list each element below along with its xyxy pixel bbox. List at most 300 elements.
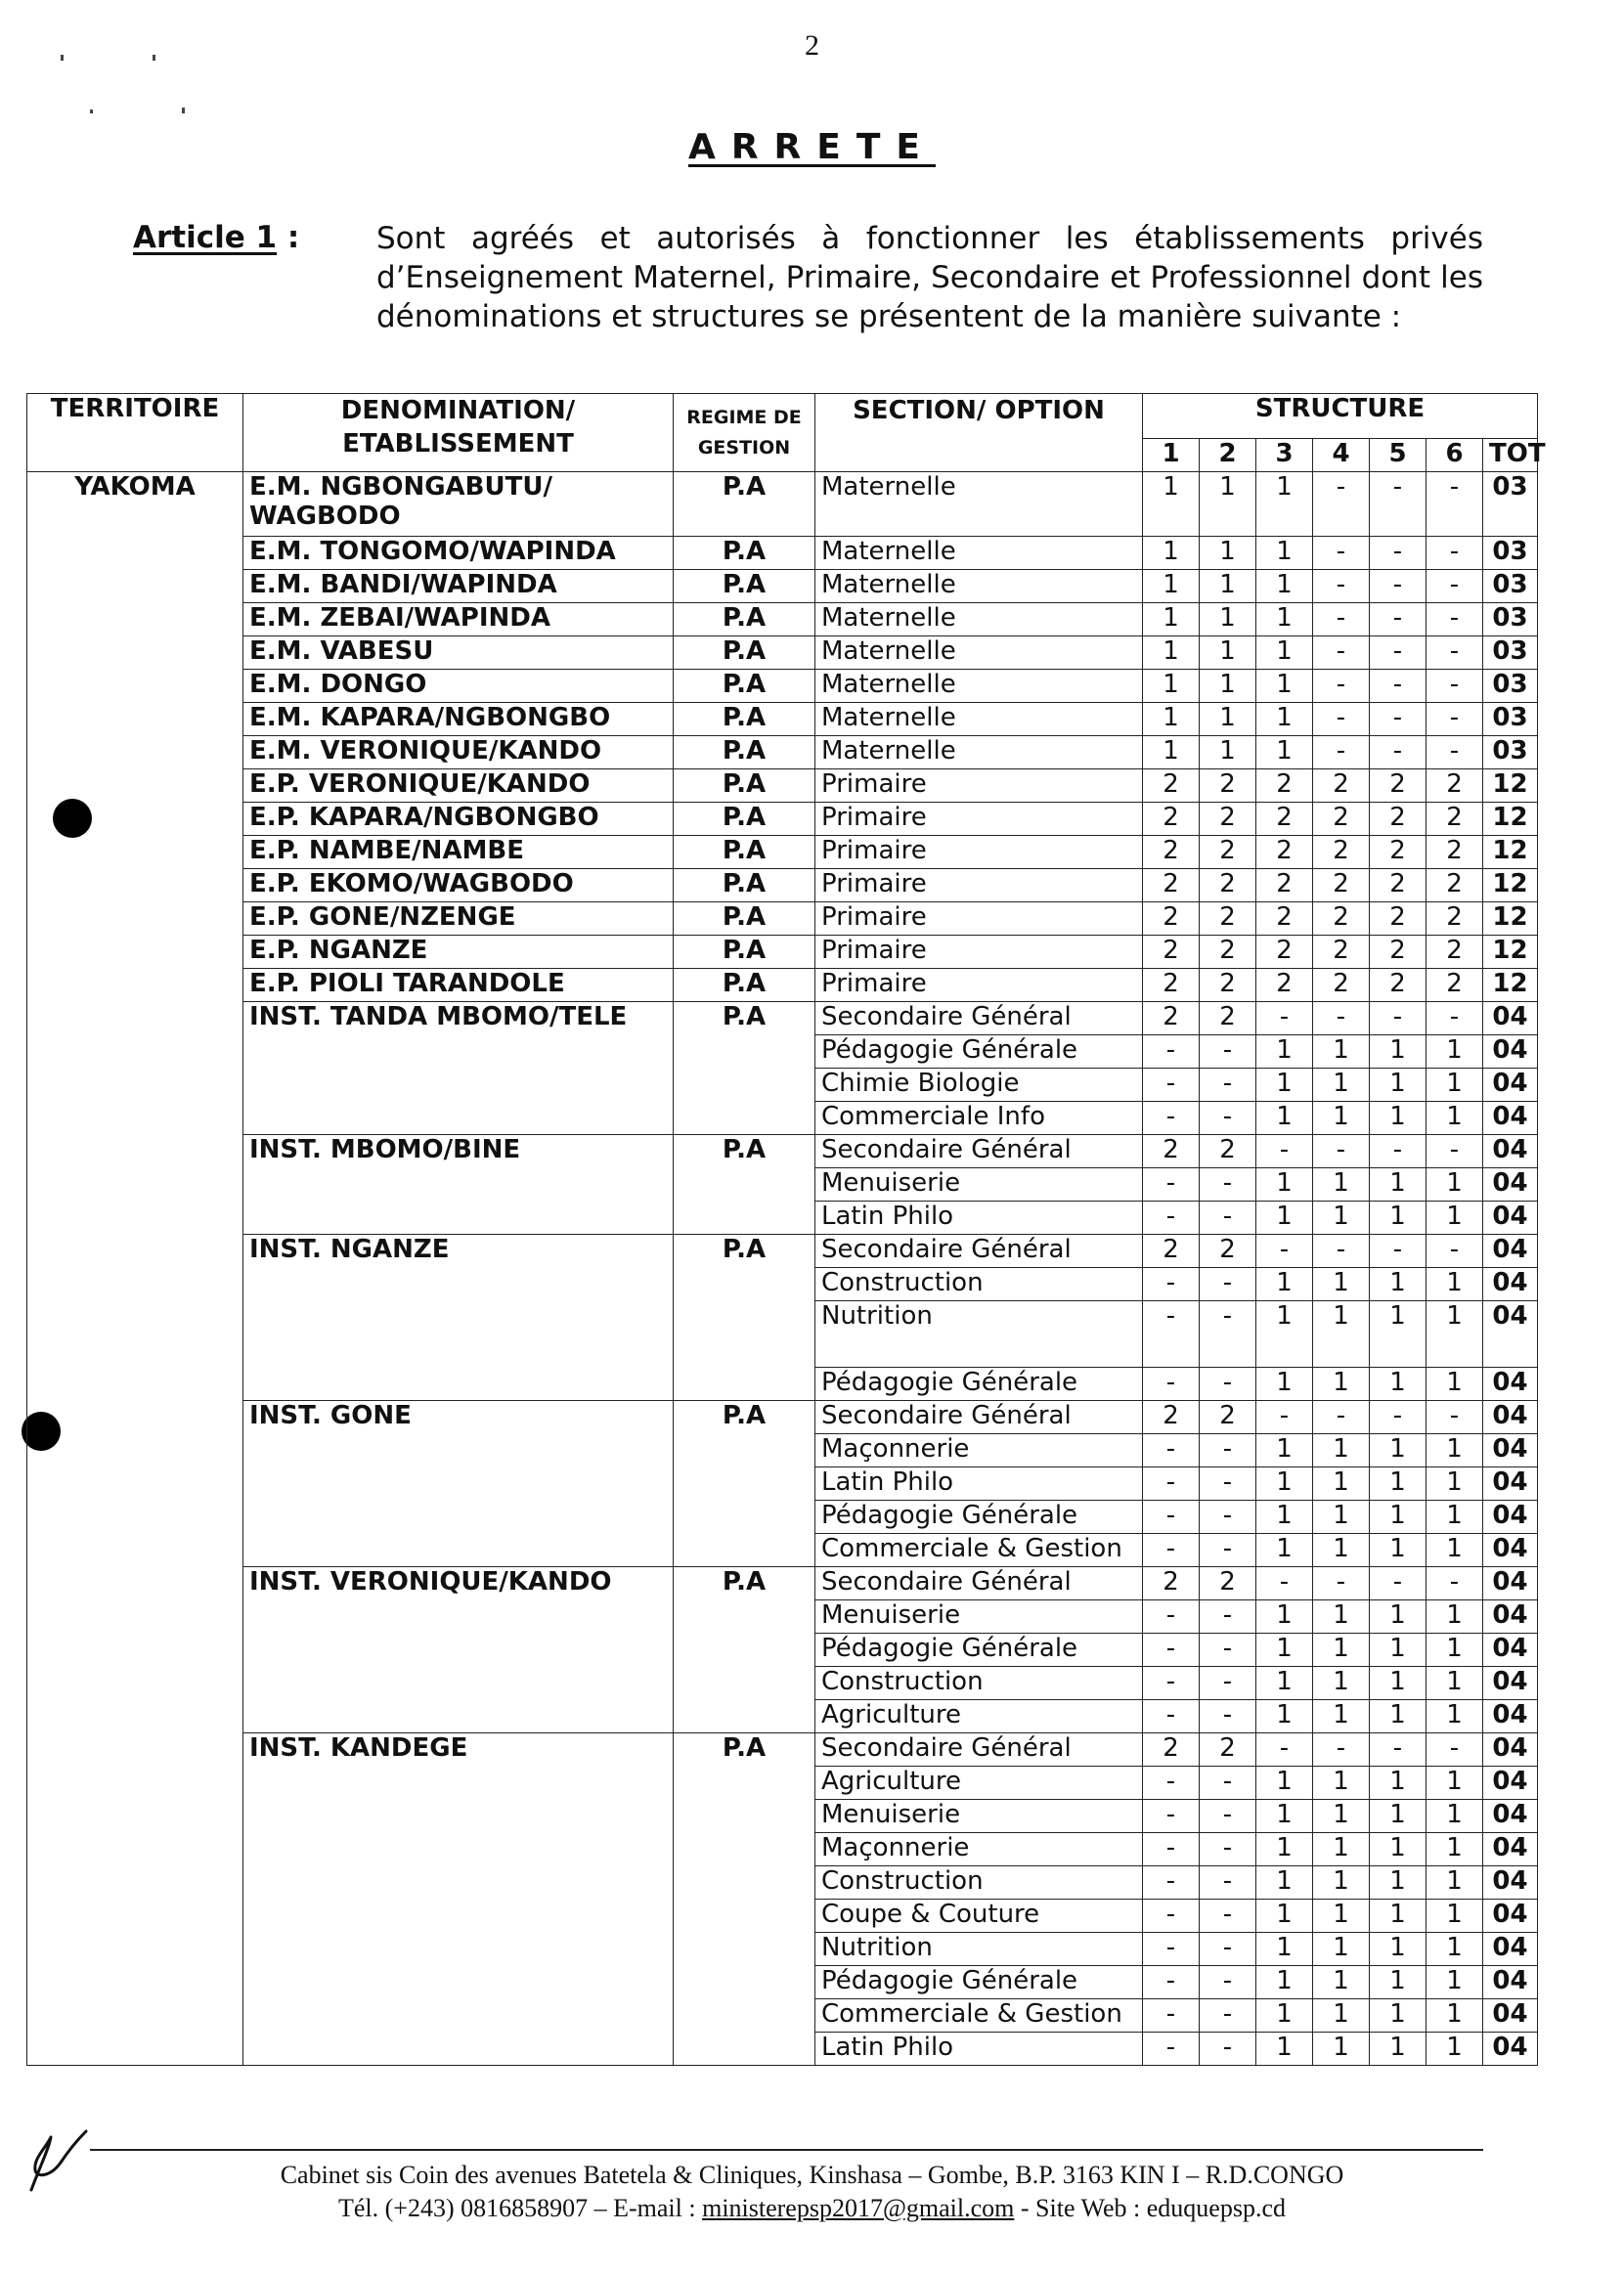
structure-cell-1: - bbox=[1143, 1168, 1200, 1202]
structure-cell-2: 2 bbox=[1200, 1733, 1256, 1767]
table-row bbox=[27, 1002, 1538, 1035]
structure-cell-5: 1 bbox=[1370, 1534, 1426, 1567]
table-row bbox=[27, 1567, 1538, 1600]
structure-cell-3: 2 bbox=[1256, 869, 1313, 902]
structure-cell-3: 1 bbox=[1256, 636, 1313, 670]
section-cell: Pédagogie Générale bbox=[815, 1035, 1143, 1069]
structure-cell-2: 2 bbox=[1200, 769, 1256, 803]
structure-cell-4: 1 bbox=[1313, 1634, 1370, 1667]
structure-cell-5: 1 bbox=[1370, 1933, 1426, 1966]
structure-cell-4: 2 bbox=[1313, 836, 1370, 869]
structure-cell-3: 1 bbox=[1256, 2033, 1313, 2066]
structure-cell-1: 1 bbox=[1143, 537, 1200, 570]
section-cell: Agriculture bbox=[815, 1767, 1143, 1800]
structure-cell-4: 2 bbox=[1313, 869, 1370, 902]
structure-cell-4: 2 bbox=[1313, 936, 1370, 969]
structure-cell-2: - bbox=[1200, 1966, 1256, 1999]
scan-speck bbox=[90, 109, 93, 113]
structure-cell-3: 1 bbox=[1256, 1035, 1313, 1069]
school-name: E.P. KAPARA/NGBONGBO bbox=[243, 803, 674, 836]
structure-cell-1: 2 bbox=[1143, 869, 1200, 902]
structure-cell-1: - bbox=[1143, 1933, 1200, 1966]
structure-cell-6: - bbox=[1426, 1002, 1483, 1035]
structure-cell-3: - bbox=[1256, 1733, 1313, 1767]
structure-cell-1: 2 bbox=[1143, 969, 1200, 1002]
table-row bbox=[27, 472, 1538, 537]
section-cell: Secondaire Général bbox=[815, 1235, 1143, 1268]
structure-cell-6: - bbox=[1426, 570, 1483, 603]
structure-cell-6: 1 bbox=[1426, 1069, 1483, 1102]
page-number: 2 bbox=[805, 29, 819, 62]
structure-cell-4: 1 bbox=[1313, 1900, 1370, 1933]
structure-cell-5: - bbox=[1370, 1002, 1426, 1035]
structure-total: 04 bbox=[1483, 1235, 1538, 1268]
section-cell: Primaire bbox=[815, 969, 1143, 1002]
section-cell: Pédagogie Générale bbox=[815, 1966, 1143, 1999]
structure-cell-5: 2 bbox=[1370, 869, 1426, 902]
structure-total: 04 bbox=[1483, 1501, 1538, 1534]
section-cell: Coupe & Couture bbox=[815, 1900, 1143, 1933]
structure-cell-2: 2 bbox=[1200, 902, 1256, 936]
structure-total: 03 bbox=[1483, 537, 1538, 570]
structure-cell-2: 1 bbox=[1200, 603, 1256, 636]
structure-cell-1: 2 bbox=[1143, 1135, 1200, 1168]
table-row bbox=[27, 969, 1538, 1002]
structure-cell-5: 2 bbox=[1370, 836, 1426, 869]
section-cell: Maternelle bbox=[815, 670, 1143, 703]
structure-cell-1: 2 bbox=[1143, 1567, 1200, 1600]
structure-cell-4: 1 bbox=[1313, 1069, 1370, 1102]
structure-cell-3: 1 bbox=[1256, 1202, 1313, 1235]
structure-cell-3: 1 bbox=[1256, 472, 1313, 537]
institute-name: INST. TANDA MBOMO/TELE bbox=[243, 1002, 674, 1135]
structure-cell-6: 1 bbox=[1426, 1268, 1483, 1301]
structure-cell-6: - bbox=[1426, 1235, 1483, 1268]
structure-cell-3: 1 bbox=[1256, 670, 1313, 703]
structure-cell-3: 1 bbox=[1256, 1501, 1313, 1534]
section-cell: Construction bbox=[815, 1667, 1143, 1700]
structure-cell-2: 2 bbox=[1200, 1401, 1256, 1434]
structure-cell-1: 1 bbox=[1143, 736, 1200, 769]
structure-cell-3: - bbox=[1256, 1235, 1313, 1268]
structure-cell-6: 1 bbox=[1426, 1933, 1483, 1966]
structure-cell-1: - bbox=[1143, 1866, 1200, 1900]
section-cell: Pédagogie Générale bbox=[815, 1368, 1143, 1401]
table-row bbox=[27, 736, 1538, 769]
structure-cell-3: 2 bbox=[1256, 836, 1313, 869]
document-heading: ARRETE bbox=[687, 127, 937, 167]
regime-cell: P.A bbox=[674, 1567, 815, 1733]
structure-cell-1: - bbox=[1143, 1102, 1200, 1135]
structure-total: 03 bbox=[1483, 670, 1538, 703]
school-name: E.M. DONGO bbox=[243, 670, 674, 703]
territoire-cell: YAKOMA bbox=[27, 472, 243, 2066]
table-row bbox=[27, 902, 1538, 936]
structure-cell-2: - bbox=[1200, 1667, 1256, 1700]
regime-cell: P.A bbox=[674, 670, 815, 703]
section-cell: Maternelle bbox=[815, 703, 1143, 736]
structure-cell-2: 2 bbox=[1200, 1135, 1256, 1168]
structure-total: 12 bbox=[1483, 869, 1538, 902]
structure-cell-2: 1 bbox=[1200, 670, 1256, 703]
structure-cell-3: 2 bbox=[1256, 969, 1313, 1002]
structure-cell-1: - bbox=[1143, 1966, 1200, 1999]
structure-cell-3: - bbox=[1256, 1002, 1313, 1035]
structure-cell-6: 2 bbox=[1426, 769, 1483, 803]
structure-cell-5: 1 bbox=[1370, 1634, 1426, 1667]
regime-cell: P.A bbox=[674, 1002, 815, 1135]
section-cell: Commerciale Info bbox=[815, 1102, 1143, 1135]
structure-cell-5: - bbox=[1370, 537, 1426, 570]
regime-cell: P.A bbox=[674, 869, 815, 902]
structure-cell-5: 1 bbox=[1370, 1069, 1426, 1102]
structure-cell-2: 1 bbox=[1200, 636, 1256, 670]
structure-cell-4: 1 bbox=[1313, 1933, 1370, 1966]
school-name: E.M. ZEBAI/WAPINDA bbox=[243, 603, 674, 636]
section-cell: Pédagogie Générale bbox=[815, 1634, 1143, 1667]
structure-cell-2: - bbox=[1200, 2033, 1256, 2066]
structure-cell-3: 1 bbox=[1256, 1933, 1313, 1966]
structure-cell-6: - bbox=[1426, 1135, 1483, 1168]
structure-cell-1: - bbox=[1143, 1534, 1200, 1567]
structure-cell-6: - bbox=[1426, 1567, 1483, 1600]
school-name: E.M. KAPARA/NGBONGBO bbox=[243, 703, 674, 736]
structure-cell-6: 1 bbox=[1426, 1833, 1483, 1866]
structure-cell-1: - bbox=[1143, 1268, 1200, 1301]
structure-cell-6: 1 bbox=[1426, 1301, 1483, 1368]
structure-cell-1: 2 bbox=[1143, 803, 1200, 836]
school-name: E.P. VERONIQUE/KANDO bbox=[243, 769, 674, 803]
structure-cell-4: 1 bbox=[1313, 2033, 1370, 2066]
section-cell: Construction bbox=[815, 1866, 1143, 1900]
structure-cell-1: 1 bbox=[1143, 570, 1200, 603]
structure-cell-5: 1 bbox=[1370, 1467, 1426, 1501]
structure-cell-3: - bbox=[1256, 1401, 1313, 1434]
school-name: E.P. NGANZE bbox=[243, 936, 674, 969]
scan-speck bbox=[153, 55, 155, 61]
structure-cell-1: 1 bbox=[1143, 636, 1200, 670]
school-name: E.P. PIOLI TARANDOLE bbox=[243, 969, 674, 1002]
section-cell: Maternelle bbox=[815, 570, 1143, 603]
structure-cell-6: 1 bbox=[1426, 1999, 1483, 2033]
structure-cell-1: - bbox=[1143, 1800, 1200, 1833]
structure-cell-5: 2 bbox=[1370, 969, 1426, 1002]
footer-email-link[interactable]: ministerepsp2017@gmail.com bbox=[702, 2194, 1015, 2222]
structure-cell-2: - bbox=[1200, 1800, 1256, 1833]
structure-cell-4: - bbox=[1313, 1401, 1370, 1434]
structure-cell-3: 1 bbox=[1256, 1999, 1313, 2033]
school-name: E.M. BANDI/WAPINDA bbox=[243, 570, 674, 603]
structure-cell-6: 1 bbox=[1426, 1800, 1483, 1833]
structure-total: 12 bbox=[1483, 803, 1538, 836]
structure-cell-3: 1 bbox=[1256, 1069, 1313, 1102]
structure-total: 04 bbox=[1483, 1933, 1538, 1966]
structure-cell-4: - bbox=[1313, 736, 1370, 769]
regime-cell: P.A bbox=[674, 570, 815, 603]
structure-cell-2: 2 bbox=[1200, 936, 1256, 969]
structure-cell-1: - bbox=[1143, 1999, 1200, 2033]
structure-cell-3: 1 bbox=[1256, 703, 1313, 736]
section-cell: Nutrition bbox=[815, 1301, 1143, 1368]
section-cell: Secondaire Général bbox=[815, 1401, 1143, 1434]
schools-table bbox=[26, 393, 1546, 2066]
header-col-1: 1 bbox=[1143, 439, 1200, 472]
structure-cell-1: 2 bbox=[1143, 902, 1200, 936]
structure-cell-3: 1 bbox=[1256, 1600, 1313, 1634]
institute-name: INST. VERONIQUE/KANDO bbox=[243, 1567, 674, 1733]
header-col-5: 5 bbox=[1370, 439, 1426, 472]
section-cell: Maçonnerie bbox=[815, 1434, 1143, 1467]
structure-cell-2: 2 bbox=[1200, 1235, 1256, 1268]
structure-cell-3: 1 bbox=[1256, 1900, 1313, 1933]
section-cell: Menuiserie bbox=[815, 1168, 1143, 1202]
structure-total: 04 bbox=[1483, 1634, 1538, 1667]
table-row bbox=[27, 703, 1538, 736]
section-cell: Primaire bbox=[815, 869, 1143, 902]
school-name: E.M. NGBONGABUTU/ WAGBODO bbox=[243, 472, 674, 537]
structure-cell-3: 1 bbox=[1256, 1434, 1313, 1467]
article-label: Article 1 : bbox=[133, 220, 300, 255]
structure-cell-6: 1 bbox=[1426, 1767, 1483, 1800]
structure-total: 04 bbox=[1483, 1102, 1538, 1135]
structure-total: 04 bbox=[1483, 1900, 1538, 1933]
regime-cell: P.A bbox=[674, 803, 815, 836]
structure-cell-5: 2 bbox=[1370, 902, 1426, 936]
structure-cell-3: 1 bbox=[1256, 1767, 1313, 1800]
structure-cell-1: - bbox=[1143, 1467, 1200, 1501]
structure-total: 04 bbox=[1483, 1567, 1538, 1600]
structure-cell-5: - bbox=[1370, 636, 1426, 670]
structure-cell-4: 1 bbox=[1313, 1534, 1370, 1567]
section-cell: Primaire bbox=[815, 936, 1143, 969]
school-name: E.M. VERONIQUE/KANDO bbox=[243, 736, 674, 769]
table-row bbox=[27, 803, 1538, 836]
section-cell: Primaire bbox=[815, 803, 1143, 836]
structure-cell-5: - bbox=[1370, 570, 1426, 603]
section-cell: Commerciale & Gestion bbox=[815, 1999, 1143, 2033]
structure-cell-2: - bbox=[1200, 1767, 1256, 1800]
regime-cell: P.A bbox=[674, 836, 815, 869]
structure-cell-4: - bbox=[1313, 570, 1370, 603]
structure-cell-3: 1 bbox=[1256, 1534, 1313, 1567]
structure-cell-6: - bbox=[1426, 1401, 1483, 1434]
regime-cell: P.A bbox=[674, 472, 815, 537]
school-name: E.P. EKOMO/WAGBODO bbox=[243, 869, 674, 902]
regime-cell: P.A bbox=[674, 703, 815, 736]
structure-total: 04 bbox=[1483, 1700, 1538, 1733]
structure-cell-4: 1 bbox=[1313, 1800, 1370, 1833]
structure-cell-5: - bbox=[1370, 703, 1426, 736]
structure-cell-6: 1 bbox=[1426, 2033, 1483, 2066]
structure-cell-1: - bbox=[1143, 1833, 1200, 1866]
structure-cell-6: 1 bbox=[1426, 1467, 1483, 1501]
structure-cell-6: - bbox=[1426, 603, 1483, 636]
structure-cell-4: - bbox=[1313, 1235, 1370, 1268]
structure-cell-2: - bbox=[1200, 1833, 1256, 1866]
structure-total: 04 bbox=[1483, 1800, 1538, 1833]
school-name: E.M. TONGOMO/WAPINDA bbox=[243, 537, 674, 570]
structure-cell-5: 1 bbox=[1370, 1700, 1426, 1733]
structure-cell-2: 1 bbox=[1200, 537, 1256, 570]
structure-cell-4: - bbox=[1313, 537, 1370, 570]
table-row bbox=[27, 636, 1538, 670]
section-cell: Pédagogie Générale bbox=[815, 1501, 1143, 1534]
regime-cell: P.A bbox=[674, 537, 815, 570]
structure-cell-1: 2 bbox=[1143, 1235, 1200, 1268]
section-cell: Maternelle bbox=[815, 537, 1143, 570]
structure-total: 04 bbox=[1483, 1202, 1538, 1235]
structure-cell-4: - bbox=[1313, 472, 1370, 537]
section-cell: Latin Philo bbox=[815, 1202, 1143, 1235]
structure-cell-5: 1 bbox=[1370, 1168, 1426, 1202]
structure-cell-5: - bbox=[1370, 1401, 1426, 1434]
structure-total: 04 bbox=[1483, 1534, 1538, 1567]
structure-cell-1: - bbox=[1143, 1700, 1200, 1733]
structure-cell-5: - bbox=[1370, 472, 1426, 537]
section-cell: Maçonnerie bbox=[815, 1833, 1143, 1866]
structure-cell-5: 2 bbox=[1370, 936, 1426, 969]
header-regime: REGIME DE GESTION bbox=[674, 394, 815, 472]
structure-total: 12 bbox=[1483, 902, 1538, 936]
structure-cell-2: 1 bbox=[1200, 570, 1256, 603]
section-cell: Secondaire Général bbox=[815, 1567, 1143, 1600]
table-row bbox=[27, 936, 1538, 969]
structure-cell-3: 1 bbox=[1256, 1168, 1313, 1202]
structure-cell-4: - bbox=[1313, 603, 1370, 636]
structure-cell-2: - bbox=[1200, 1700, 1256, 1733]
school-name: E.P. GONE/NZENGE bbox=[243, 902, 674, 936]
structure-cell-2: 1 bbox=[1200, 472, 1256, 537]
structure-cell-5: 1 bbox=[1370, 1600, 1426, 1634]
structure-total: 04 bbox=[1483, 1767, 1538, 1800]
table-row bbox=[27, 1135, 1538, 1168]
structure-cell-1: - bbox=[1143, 1035, 1200, 1069]
section-cell: Nutrition bbox=[815, 1933, 1143, 1966]
structure-cell-2: - bbox=[1200, 1600, 1256, 1634]
structure-cell-3: 1 bbox=[1256, 736, 1313, 769]
structure-total: 12 bbox=[1483, 936, 1538, 969]
header-section: SECTION/ OPTION bbox=[815, 394, 1143, 472]
structure-cell-1: - bbox=[1143, 2033, 1200, 2066]
structure-cell-1: 1 bbox=[1143, 670, 1200, 703]
structure-cell-4: 2 bbox=[1313, 803, 1370, 836]
regime-cell: P.A bbox=[674, 603, 815, 636]
structure-cell-2: 2 bbox=[1200, 803, 1256, 836]
scan-speck bbox=[182, 108, 185, 113]
structure-cell-4: 1 bbox=[1313, 1301, 1370, 1368]
structure-cell-1: - bbox=[1143, 1368, 1200, 1401]
structure-cell-2: - bbox=[1200, 1368, 1256, 1401]
footer-address: Cabinet sis Coin des avenues Batetela & Cliniques, Kinshasa – Gombe, B.P. 3163 KIN I – R.D.CONGO bbox=[280, 2161, 1344, 2189]
structure-total: 04 bbox=[1483, 1833, 1538, 1866]
section-cell: Latin Philo bbox=[815, 1467, 1143, 1501]
structure-cell-4: 2 bbox=[1313, 969, 1370, 1002]
structure-cell-3: 1 bbox=[1256, 1467, 1313, 1501]
structure-total: 12 bbox=[1483, 769, 1538, 803]
structure-total: 03 bbox=[1483, 736, 1538, 769]
structure-cell-2: 1 bbox=[1200, 703, 1256, 736]
structure-cell-2: - bbox=[1200, 1866, 1256, 1900]
regime-cell: P.A bbox=[674, 736, 815, 769]
structure-cell-4: 1 bbox=[1313, 1667, 1370, 1700]
section-cell: Maternelle bbox=[815, 636, 1143, 670]
structure-cell-5: 1 bbox=[1370, 1501, 1426, 1534]
structure-cell-5: 1 bbox=[1370, 1102, 1426, 1135]
structure-total: 03 bbox=[1483, 570, 1538, 603]
structure-total: 03 bbox=[1483, 603, 1538, 636]
structure-cell-6: 1 bbox=[1426, 1700, 1483, 1733]
structure-total: 12 bbox=[1483, 836, 1538, 869]
structure-cell-6: 2 bbox=[1426, 902, 1483, 936]
regime-cell: P.A bbox=[674, 1235, 815, 1401]
structure-cell-1: 2 bbox=[1143, 836, 1200, 869]
structure-cell-2: 1 bbox=[1200, 736, 1256, 769]
structure-cell-1: 2 bbox=[1143, 769, 1200, 803]
structure-cell-3: - bbox=[1256, 1135, 1313, 1168]
section-cell: Chimie Biologie bbox=[815, 1069, 1143, 1102]
table-row bbox=[27, 836, 1538, 869]
structure-cell-2: - bbox=[1200, 1634, 1256, 1667]
structure-cell-1: 2 bbox=[1143, 936, 1200, 969]
structure-cell-5: 1 bbox=[1370, 1667, 1426, 1700]
structure-cell-4: 2 bbox=[1313, 769, 1370, 803]
structure-cell-1: 1 bbox=[1143, 472, 1200, 537]
structure-cell-1: - bbox=[1143, 1634, 1200, 1667]
table-row bbox=[27, 670, 1538, 703]
structure-cell-1: 1 bbox=[1143, 703, 1200, 736]
structure-cell-4: 1 bbox=[1313, 1467, 1370, 1501]
structure-cell-6: 1 bbox=[1426, 1035, 1483, 1069]
structure-cell-6: 1 bbox=[1426, 1501, 1483, 1534]
structure-cell-1: - bbox=[1143, 1600, 1200, 1634]
structure-cell-4: 1 bbox=[1313, 1202, 1370, 1235]
structure-cell-2: - bbox=[1200, 1534, 1256, 1567]
structure-cell-5: 1 bbox=[1370, 1966, 1426, 1999]
structure-cell-6: 2 bbox=[1426, 869, 1483, 902]
table-row bbox=[27, 869, 1538, 902]
header-denomination: DENOMINATION/ ETABLISSEMENT bbox=[243, 394, 674, 472]
structure-cell-2: - bbox=[1200, 1933, 1256, 1966]
structure-cell-3: 2 bbox=[1256, 769, 1313, 803]
header-col-tot: TOT bbox=[1483, 439, 1538, 472]
structure-cell-6: 1 bbox=[1426, 1102, 1483, 1135]
structure-total: 04 bbox=[1483, 1135, 1538, 1168]
structure-cell-2: - bbox=[1200, 1035, 1256, 1069]
structure-cell-6: 2 bbox=[1426, 836, 1483, 869]
structure-cell-3: 1 bbox=[1256, 1634, 1313, 1667]
structure-cell-2: - bbox=[1200, 1434, 1256, 1467]
section-cell: Construction bbox=[815, 1268, 1143, 1301]
regime-cell: P.A bbox=[674, 1733, 815, 2066]
structure-total: 12 bbox=[1483, 969, 1538, 1002]
section-cell: Primaire bbox=[815, 902, 1143, 936]
structure-cell-4: - bbox=[1313, 670, 1370, 703]
structure-cell-6: - bbox=[1426, 703, 1483, 736]
structure-cell-6: 1 bbox=[1426, 1866, 1483, 1900]
structure-total: 04 bbox=[1483, 2033, 1538, 2066]
structure-cell-4: 1 bbox=[1313, 1035, 1370, 1069]
structure-cell-3: - bbox=[1256, 1567, 1313, 1600]
structure-cell-5: 1 bbox=[1370, 1368, 1426, 1401]
table-row bbox=[27, 603, 1538, 636]
structure-cell-6: 1 bbox=[1426, 1168, 1483, 1202]
structure-cell-3: 1 bbox=[1256, 1102, 1313, 1135]
structure-total: 04 bbox=[1483, 1866, 1538, 1900]
section-cell: Menuiserie bbox=[815, 1800, 1143, 1833]
institute-name: INST. MBOMO/BINE bbox=[243, 1135, 674, 1235]
structure-cell-1: - bbox=[1143, 1202, 1200, 1235]
structure-cell-4: - bbox=[1313, 1002, 1370, 1035]
